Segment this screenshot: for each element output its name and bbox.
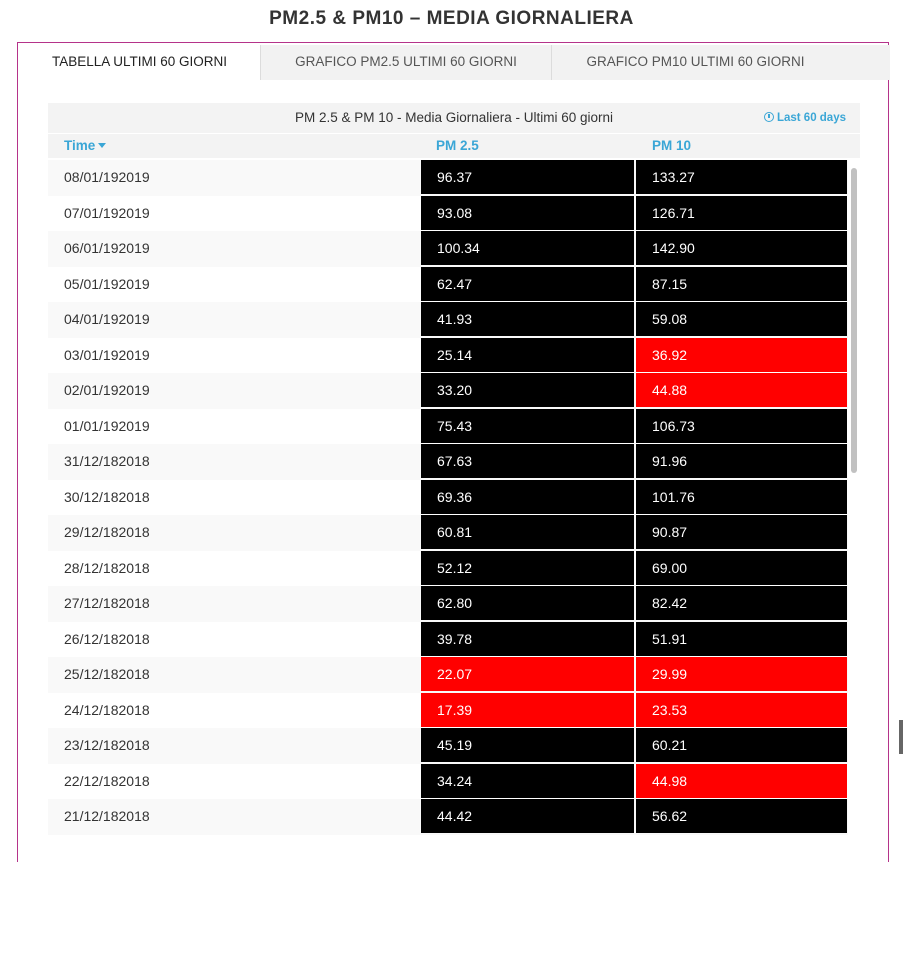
cell-time: 24/12/182018 bbox=[64, 701, 150, 718]
table-header bbox=[48, 134, 860, 158]
cell-pm10: 82.42 bbox=[636, 586, 847, 620]
cell-time: 23/12/182018 bbox=[64, 737, 150, 753]
cell-pm10: 142.90 bbox=[636, 231, 847, 265]
cell-pm10: 90.87 bbox=[636, 515, 847, 549]
page-title: PM2.5 & PM10 – MEDIA GIORNALIERA bbox=[269, 8, 634, 29]
cell-pm10: 59.08 bbox=[636, 302, 847, 336]
cell-time: 02/01/192019 bbox=[64, 382, 150, 398]
tab-table-60-days[interactable]: TABELLA ULTIMI 60 GIORNI bbox=[19, 45, 261, 80]
cell-pm25: 96.37 bbox=[421, 160, 634, 194]
cell-pm10: 51.91 bbox=[636, 622, 847, 656]
table-row bbox=[48, 586, 848, 622]
cell-pm10: 106.73 bbox=[636, 409, 847, 443]
table-row bbox=[48, 693, 848, 729]
cell-pm10: 101.76 bbox=[636, 480, 847, 514]
table-row bbox=[48, 444, 848, 480]
table-row bbox=[48, 657, 848, 693]
cell-pm10: 91.96 bbox=[636, 444, 847, 478]
cell-time: 07/01/192019 bbox=[64, 204, 150, 221]
column-header-pm10[interactable]: PM 10 bbox=[652, 138, 692, 153]
cell-pm25: 33.20 bbox=[421, 373, 634, 407]
page-edge-marker bbox=[899, 720, 903, 754]
table-row bbox=[48, 551, 848, 587]
cell-time: 04/01/192019 bbox=[64, 311, 150, 327]
cell-pm10: 29.99 bbox=[636, 657, 847, 691]
cell-pm10: 87.15 bbox=[636, 267, 847, 301]
cell-time: 27/12/182018 bbox=[64, 595, 150, 611]
tab-pm25-chart-60-days[interactable]: GRAFICO PM2.5 ULTIMI 60 GIORNI bbox=[261, 45, 552, 80]
table-row bbox=[48, 196, 848, 232]
vertical-scrollbar[interactable] bbox=[851, 168, 857, 473]
cell-pm25: 93.08 bbox=[421, 196, 634, 230]
cell-time: 06/01/192019 bbox=[64, 240, 150, 256]
cell-pm10: 44.88 bbox=[636, 373, 847, 407]
cell-pm25: 44.42 bbox=[421, 799, 634, 833]
range-selector[interactable] bbox=[764, 103, 846, 133]
cell-pm25: 25.14 bbox=[421, 338, 634, 372]
tab-bar bbox=[19, 45, 890, 80]
cell-pm10: 23.53 bbox=[636, 693, 847, 727]
table-row bbox=[48, 764, 848, 800]
table-row bbox=[48, 302, 848, 338]
table-caption-bar bbox=[48, 103, 860, 133]
cell-pm25: 75.43 bbox=[421, 409, 634, 443]
table-caption: PM 2.5 & PM 10 - Media Giornaliera - Ultimi 60 giorni bbox=[294, 110, 614, 125]
table-row bbox=[48, 515, 848, 551]
cell-time: 25/12/182018 bbox=[64, 666, 150, 682]
table-row bbox=[48, 409, 848, 445]
cell-time: 31/12/182018 bbox=[64, 453, 150, 469]
table-row bbox=[48, 160, 848, 196]
table-row bbox=[48, 480, 848, 516]
data-panel bbox=[17, 42, 889, 862]
cell-pm25: 45.19 bbox=[421, 728, 634, 762]
table-row bbox=[48, 338, 848, 374]
cell-pm10: 126.71 bbox=[636, 196, 847, 230]
table-row bbox=[48, 373, 848, 409]
cell-pm10: 60.21 bbox=[636, 728, 847, 762]
range-label: Last 60 days bbox=[776, 112, 846, 124]
cell-pm25: 69.36 bbox=[421, 480, 634, 514]
table-row bbox=[48, 622, 848, 658]
tab-pm10-chart-60-days[interactable]: GRAFICO PM10 ULTIMI 60 GIORNI bbox=[586, 54, 805, 69]
column-header-pm25[interactable]: PM 2.5 bbox=[436, 138, 479, 153]
table-body[interactable] bbox=[48, 160, 848, 960]
cell-pm25: 67.63 bbox=[421, 444, 634, 478]
cell-pm25: 62.80 bbox=[421, 586, 634, 620]
cell-time: 28/12/182018 bbox=[64, 559, 150, 576]
cell-time: 05/01/192019 bbox=[64, 275, 150, 292]
cell-pm25: 22.07 bbox=[421, 657, 634, 691]
clock-icon bbox=[764, 112, 774, 122]
cell-pm10: 36.92 bbox=[636, 338, 847, 372]
cell-time: 22/12/182018 bbox=[64, 772, 150, 789]
cell-pm25: 52.12 bbox=[421, 551, 634, 585]
cell-pm25: 34.24 bbox=[421, 764, 634, 798]
cell-time: 26/12/182018 bbox=[64, 630, 150, 647]
column-header-time[interactable] bbox=[64, 134, 106, 158]
cell-pm25: 39.78 bbox=[421, 622, 634, 656]
cell-time: 29/12/182018 bbox=[64, 524, 150, 540]
cell-pm10: 133.27 bbox=[636, 160, 847, 194]
table-row bbox=[48, 728, 848, 764]
cell-pm25: 17.39 bbox=[421, 693, 634, 727]
cell-time: 21/12/182018 bbox=[64, 808, 150, 824]
cell-pm10: 44.98 bbox=[636, 764, 847, 798]
column-header-time-label: Time bbox=[64, 138, 96, 153]
cell-pm25: 100.34 bbox=[421, 231, 634, 265]
cell-pm25: 60.81 bbox=[421, 515, 634, 549]
cell-pm10: 56.62 bbox=[636, 799, 847, 833]
cell-pm25: 62.47 bbox=[421, 267, 634, 301]
table-row bbox=[48, 267, 848, 303]
cell-time: 03/01/192019 bbox=[64, 346, 150, 363]
data-table bbox=[48, 103, 860, 903]
cell-pm10: 69.00 bbox=[636, 551, 847, 585]
cell-time: 08/01/192019 bbox=[64, 169, 150, 185]
cell-pm25: 41.93 bbox=[421, 302, 634, 336]
cell-time: 30/12/182018 bbox=[64, 488, 150, 505]
table-row bbox=[48, 231, 848, 267]
sort-desc-icon bbox=[98, 143, 106, 148]
table-row bbox=[48, 799, 848, 835]
cell-time: 01/01/192019 bbox=[64, 417, 150, 434]
